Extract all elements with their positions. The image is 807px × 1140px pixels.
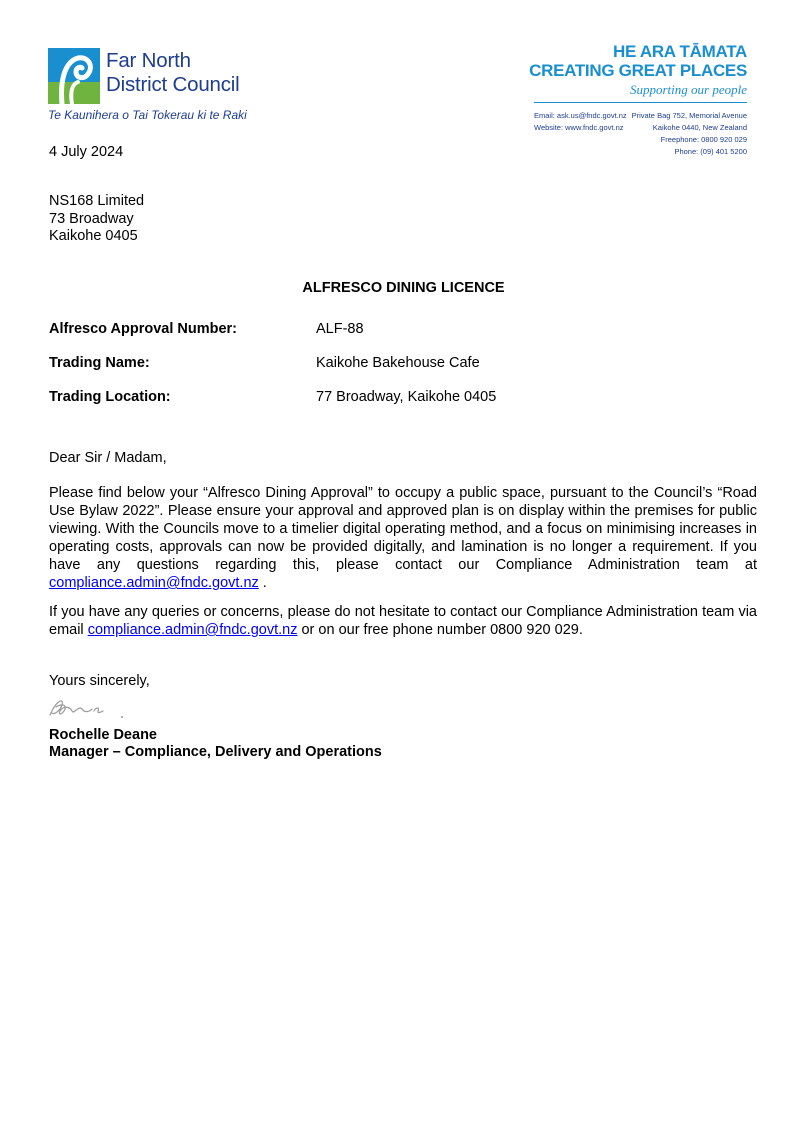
phone: Phone: (09) 401 5200 xyxy=(674,147,747,156)
para1-text: Please find below your “Alfresco Dining Approval” to occupy a public space, pursuant to the Council’s “Road Use Bylaw 2022”. Please ensure your approval and approved plan is on display within the premises for public viewing. With the Councils move to a timelier digital operating method, and a focus on minimising increases in operating costs, approvals can now be provided digitally, and lamination is no longer a requirement. If you have any questions regarding this, please contact our Compliance Administration team at xyxy=(49,485,757,573)
compliance-email-link[interactable]: compliance.admin@fndc.govt.nz xyxy=(87,622,298,638)
para2-end: or on our free phone number 0800 920 029. xyxy=(297,622,583,638)
salutation: Dear Sir / Madam, xyxy=(49,450,167,466)
signatory-name: Rochelle Deane xyxy=(49,727,157,743)
slogan-line1: HE ARA TĀMATA xyxy=(613,42,747,61)
recipient-line: NS168 Limited xyxy=(49,193,145,209)
compliance-email-link[interactable]: compliance.admin@fndc.govt.nz xyxy=(49,575,259,591)
approval-number-label: Alfresco Approval Number: xyxy=(49,321,237,337)
contact-online xyxy=(534,110,627,134)
approval-number-value: ALF-88 xyxy=(316,321,364,337)
contact-email: Email: ask.us@fndc.govt.nz xyxy=(534,111,627,120)
body-paragraph-1 xyxy=(49,484,757,592)
council-name-line2: District Council xyxy=(106,73,240,96)
freephone: Freephone: 0800 920 029 xyxy=(660,135,747,144)
slogan-line2: CREATING GREAT PLACES xyxy=(529,61,747,80)
body-paragraph-2 xyxy=(49,603,757,639)
council-name-line1: Far North xyxy=(106,49,191,72)
postal-line1: Private Bag 752, Memorial Avenue xyxy=(631,111,747,120)
para1-end: . xyxy=(258,575,267,591)
recipient-line: 73 Broadway xyxy=(49,210,134,227)
para2-text: If you have any queries or concerns, please do not hesitate to contact our Compliance Administration team via email xyxy=(49,604,757,638)
trading-location-label: Trading Location: xyxy=(49,389,171,405)
signatory-title: Manager – Compliance, Delivery and Operations xyxy=(49,744,382,760)
contact-postal xyxy=(632,110,747,158)
postal-line2: Kaikohe 0440, New Zealand xyxy=(652,123,747,132)
trading-name-value: Kaikohe Bakehouse Cafe xyxy=(316,355,480,371)
signature-image xyxy=(48,693,136,723)
council-logo-icon xyxy=(48,48,100,104)
letter-title: ALFRESCO DINING LICENCE xyxy=(302,280,505,296)
recipient-address xyxy=(49,193,144,246)
maori-council-name: Te Kaunihera o Tai Tokerau ki te Raki xyxy=(48,108,247,122)
closing: Yours sincerely, xyxy=(49,673,150,689)
trading-location-value: 77 Broadway, Kaikohe 0405 xyxy=(316,389,497,405)
slogan-line3: Supporting our people xyxy=(630,82,747,97)
recipient-line: Kaikohe 0405 xyxy=(49,228,138,244)
contact-website: Website: www.fndc.govt.nz xyxy=(534,123,624,132)
header-divider xyxy=(534,102,747,103)
trading-name-label: Trading Name: xyxy=(49,355,150,371)
letter-date: 4 July 2024 xyxy=(49,144,124,160)
